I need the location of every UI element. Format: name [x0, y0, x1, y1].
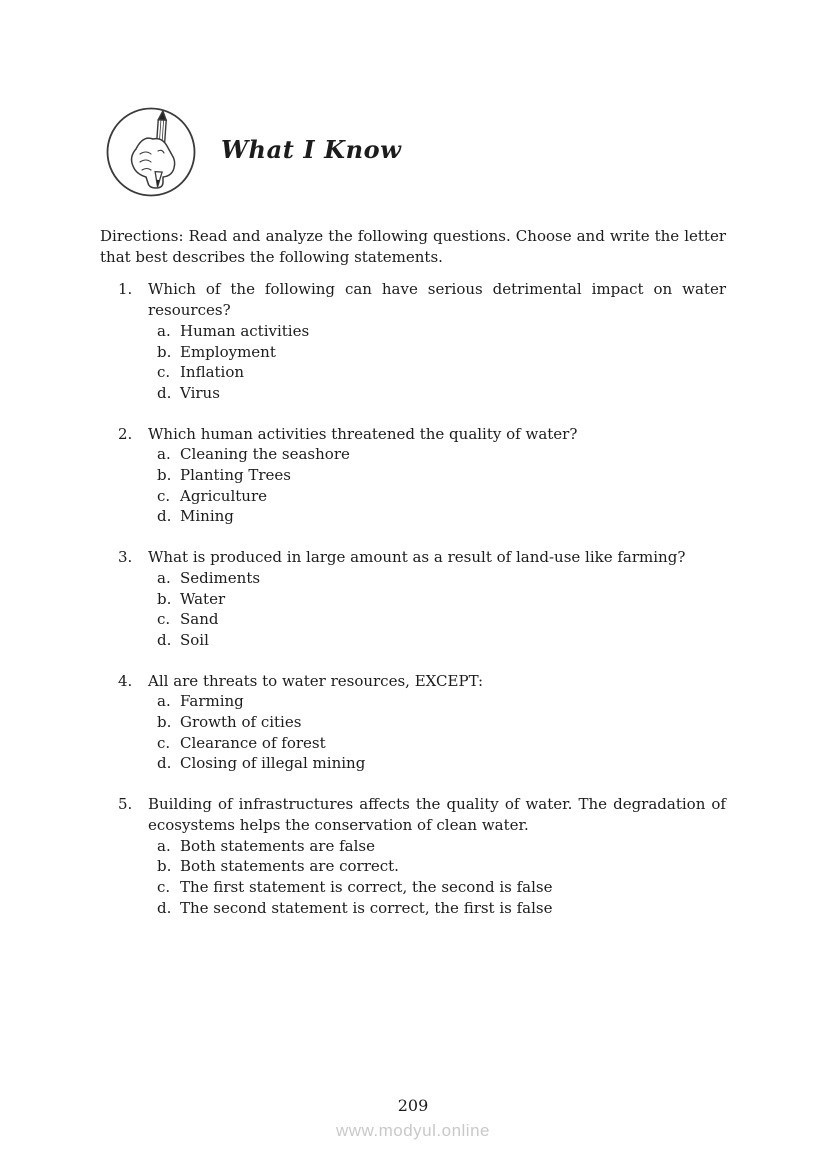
- question-text: Which human activities threatened the quality of water?: [148, 424, 578, 443]
- option-letter: d.: [157, 630, 172, 649]
- question-text: What is produced in large amount as a result of land-use like farming?: [148, 548, 686, 567]
- directions-text: Directions: Read and analyze the following questions. Choose and write the letter that best describes the following statements.: [100, 227, 726, 266]
- option-list: [157, 444, 726, 527]
- option-letter: a.: [157, 692, 171, 711]
- option-text: Water: [180, 589, 226, 608]
- question-item: [118, 424, 726, 528]
- option-text: The first statement is correct, the second is false: [180, 877, 553, 896]
- option-text: Farming: [180, 692, 244, 711]
- answer-option: [157, 465, 726, 486]
- answer-option: [157, 712, 726, 733]
- option-text: Virus: [180, 383, 220, 402]
- option-letter: b.: [157, 589, 172, 608]
- option-text: Mining: [180, 507, 234, 526]
- option-letter: d.: [157, 383, 172, 402]
- question-item: [118, 794, 726, 918]
- question-stem: [118, 424, 726, 445]
- option-list: [157, 568, 726, 651]
- answer-option: [157, 856, 726, 877]
- option-letter: a.: [157, 568, 171, 587]
- answer-option: [157, 568, 726, 589]
- option-text: Clearance of forest: [180, 733, 326, 752]
- option-letter: c.: [157, 610, 171, 629]
- question-stem: [118, 547, 726, 568]
- option-text: Closing of illegal mining: [180, 754, 366, 773]
- option-letter: c.: [157, 877, 171, 896]
- question-item: [118, 547, 726, 651]
- hand-holding-pencil-icon: [105, 106, 197, 198]
- page-title: What I Know: [221, 134, 402, 164]
- option-letter: a.: [157, 321, 171, 340]
- option-letter: d.: [157, 898, 172, 917]
- question-text: Which of the following can have serious detrimental impact on water resources?: [148, 280, 726, 320]
- answer-option: [157, 836, 726, 857]
- answer-option: [157, 609, 726, 630]
- option-text: Both statements are correct.: [180, 857, 399, 876]
- answer-option: [157, 753, 726, 774]
- option-text: Sediments: [180, 568, 261, 587]
- answer-option: [157, 383, 726, 404]
- question-stem: [118, 279, 726, 320]
- option-letter: c.: [157, 486, 171, 505]
- question-number: 3.: [118, 548, 133, 567]
- option-list: [157, 321, 726, 404]
- answer-option: [157, 733, 726, 754]
- question-list: [118, 279, 726, 918]
- option-letter: a.: [157, 445, 171, 464]
- answer-option: [157, 506, 726, 527]
- option-text: Employment: [180, 342, 276, 361]
- question-text: Building of infrastructures affects the quality of water. The degradation of ecosystems helps the conservation of clean water.: [148, 795, 726, 834]
- answer-option: [157, 898, 726, 919]
- answer-option: [157, 321, 726, 342]
- section-header: [100, 106, 726, 198]
- option-letter: c.: [157, 363, 171, 382]
- option-letter: d.: [157, 754, 172, 773]
- option-text: Planting Trees: [180, 466, 291, 485]
- answer-option: [157, 362, 726, 383]
- question-item: [118, 279, 726, 403]
- answer-option: [157, 630, 726, 651]
- question-text: All are threats to water resources, EXCEPT:: [148, 671, 484, 690]
- option-letter: b.: [157, 466, 172, 485]
- option-letter: d.: [157, 507, 172, 526]
- option-letter: b.: [157, 713, 172, 732]
- option-text: Growth of cities: [180, 713, 302, 732]
- answer-option: [157, 486, 726, 507]
- option-text: Sand: [180, 610, 219, 629]
- option-letter: b.: [157, 857, 172, 876]
- question-number: 1.: [118, 280, 133, 299]
- answer-option: [157, 589, 726, 610]
- question-stem: [118, 671, 726, 692]
- question-number: 5.: [118, 795, 133, 814]
- question-number: 2.: [118, 424, 133, 443]
- option-list: [157, 836, 726, 919]
- answer-option: [157, 444, 726, 465]
- option-text: Both statements are false: [180, 836, 375, 855]
- answer-option: [157, 691, 726, 712]
- question-item: [118, 671, 726, 775]
- question-number: 4.: [118, 671, 133, 690]
- option-letter: c.: [157, 733, 171, 752]
- question-stem: [118, 794, 726, 835]
- option-text: The second statement is correct, the first is false: [180, 898, 553, 917]
- option-text: Agriculture: [180, 486, 267, 505]
- option-text: Inflation: [180, 363, 245, 382]
- option-text: Soil: [180, 630, 209, 649]
- page-footer: [0, 1096, 826, 1141]
- page-number: 209: [397, 1096, 429, 1115]
- option-letter: a.: [157, 836, 171, 855]
- option-list: [157, 691, 726, 774]
- answer-option: [157, 342, 726, 363]
- option-text: Cleaning the seashore: [180, 445, 350, 464]
- answer-option: [157, 877, 726, 898]
- option-letter: b.: [157, 342, 172, 361]
- option-text: Human activities: [180, 321, 310, 340]
- watermark: www.modyul.online: [335, 1121, 490, 1140]
